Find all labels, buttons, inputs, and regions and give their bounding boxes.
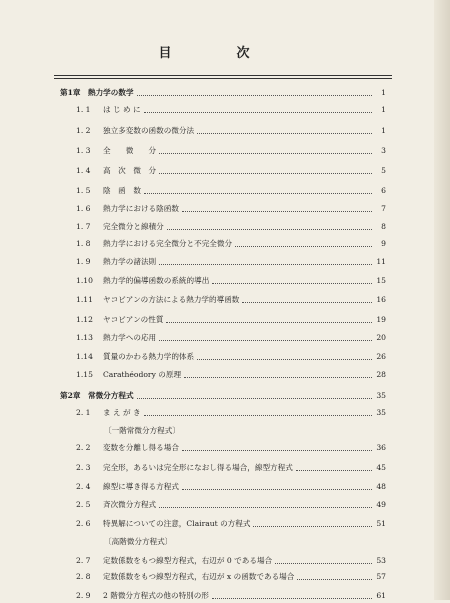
entry-number: 1.14	[76, 352, 93, 361]
entry-title: 定数係数をもつ線型方程式，右辺が x の函数である場合	[103, 572, 295, 581]
entry-page: 35	[376, 408, 386, 417]
entry-title: ヤコビアンの方法による熱力学的導函数	[103, 295, 240, 304]
entry-number: 第1章	[60, 88, 81, 97]
dot-leader	[197, 133, 372, 135]
toc-entry	[0, 237, 400, 251]
dot-leader	[167, 229, 372, 231]
toc-entry	[0, 184, 400, 198]
entry-title: 変数を分離し得る場合	[103, 443, 179, 452]
entry-page: 11	[376, 257, 386, 266]
dot-leader	[166, 322, 372, 324]
entry-page: 19	[376, 315, 386, 324]
entry-page: 5	[381, 166, 386, 175]
dot-leader	[159, 340, 372, 342]
entry-page: 35	[376, 391, 386, 400]
dot-leader	[253, 526, 372, 528]
entry-page: 53	[376, 556, 386, 565]
entry-number: 1.11	[76, 295, 93, 304]
dot-leader	[197, 359, 372, 361]
toc-entry	[0, 164, 400, 178]
entry-title: 完全形，あるいは完全形になおし得る場合，線型方程式	[103, 463, 293, 472]
toc-entry	[0, 331, 400, 345]
entry-title: 陰 函 数	[103, 186, 141, 195]
entry-title: 熱力学における完全微分と不完全微分	[103, 239, 233, 248]
entry-number: 1. 2	[76, 126, 91, 135]
entry-title: 常微分方程式	[88, 391, 134, 400]
entry-number: 2. 5	[76, 500, 91, 509]
entry-title: 定数係数をもつ線型方程式，右辺が 0 である場合	[103, 556, 273, 565]
toc-entry	[0, 441, 400, 455]
toc-entry	[0, 498, 400, 512]
entry-number: 1. 8	[76, 239, 91, 248]
entry-number: 1.10	[76, 276, 93, 285]
entry-number: 1. 9	[76, 257, 91, 266]
dot-leader	[144, 415, 372, 417]
entry-title: 熱力学の数学	[88, 88, 134, 97]
entry-page: 61	[376, 591, 386, 600]
toc-entry	[0, 255, 400, 269]
dot-leader	[144, 193, 372, 195]
toc-entry	[0, 517, 400, 531]
title-rule-bottom	[54, 78, 392, 79]
entry-title: 2 階微分方程式の他の特別の形	[103, 591, 209, 600]
entry-title: 特異解についての注意，Clairaut の方程式	[103, 519, 251, 528]
dot-leader	[182, 450, 372, 452]
entry-title: 熱力学的偏導函数の系統的導出	[103, 276, 210, 285]
entry-number: 第2章	[60, 391, 81, 400]
entry-number: 1. 6	[76, 204, 91, 213]
toc-entry	[0, 461, 400, 475]
toc-chapter	[0, 389, 400, 403]
toc-entry	[0, 103, 400, 117]
entry-number: 2. 8	[76, 572, 91, 581]
dot-leader	[159, 264, 372, 266]
entry-number: 1. 3	[76, 146, 91, 155]
toc-entry	[0, 124, 400, 138]
toc-entry	[0, 570, 400, 584]
entry-title: 熱力学における陰函数	[103, 204, 179, 213]
title-rule-top	[54, 75, 392, 76]
dot-leader	[182, 489, 372, 491]
entry-number: 2. 3	[76, 463, 91, 472]
entry-page: 28	[376, 370, 386, 379]
dot-leader	[184, 377, 372, 379]
entry-number: 2. 4	[76, 482, 91, 491]
entry-number: 2. 7	[76, 556, 91, 565]
entry-page: 45	[376, 463, 386, 472]
dot-leader	[296, 470, 372, 472]
entry-title: 高 次 微 分	[103, 166, 157, 175]
section-subheading: 〔高階微分方程式〕	[104, 537, 173, 546]
entry-page: 16	[376, 295, 386, 304]
page-title: 目 次	[158, 46, 276, 61]
entry-number: 1.13	[76, 333, 93, 342]
dot-leader	[182, 211, 372, 213]
entry-number: 1.15	[76, 370, 93, 379]
entry-page: 1	[381, 105, 386, 114]
entry-title: ヤコビアンの性質	[103, 315, 164, 324]
entry-number: 1.12	[76, 315, 93, 324]
toc-entry	[0, 274, 400, 288]
entry-title: 全 微 分	[103, 146, 157, 155]
toc-entry	[0, 406, 400, 420]
entry-page: 1	[381, 88, 386, 97]
toc-chapter	[0, 86, 400, 100]
entry-title: 質量のかわる熱力学的体系	[103, 352, 195, 361]
dot-leader	[235, 246, 372, 248]
entry-title: 熱力学への応用	[103, 333, 157, 342]
entry-number: 2. 9	[76, 591, 91, 600]
entry-page: 15	[376, 276, 386, 285]
toc-entry	[0, 220, 400, 234]
dot-leader	[159, 173, 372, 175]
dot-leader	[242, 302, 372, 304]
toc-entry	[0, 350, 400, 364]
entry-page: 6	[381, 186, 386, 195]
dot-leader	[212, 283, 372, 285]
entry-page: 7	[381, 204, 386, 213]
toc-entry	[0, 589, 400, 603]
entry-page: 48	[376, 482, 386, 491]
toc-entry	[0, 368, 400, 382]
dot-leader	[159, 507, 372, 509]
dot-leader	[137, 95, 372, 97]
entry-number: 2. 1	[76, 408, 91, 417]
entry-title: 線型に導き得る方程式	[103, 482, 179, 491]
entry-page: 49	[376, 500, 386, 509]
entry-title: ま え が き	[103, 408, 141, 417]
entry-page: 1	[381, 126, 386, 135]
entry-page: 8	[381, 222, 386, 231]
entry-number: 2. 6	[76, 519, 91, 528]
entry-title: 斉次微分方程式	[103, 500, 157, 509]
entry-title: 熱力学の諸法則	[103, 257, 157, 266]
entry-title: 独立多変数の函数の微分法	[103, 126, 195, 135]
toc-entry	[0, 144, 400, 158]
dot-leader	[275, 563, 372, 565]
entry-title: 完全微分と線積分	[103, 222, 164, 231]
entry-number: 1. 4	[76, 166, 91, 175]
toc-entry	[0, 480, 400, 494]
entry-page: 57	[376, 572, 386, 581]
dot-leader	[144, 112, 372, 114]
entry-number: 2. 2	[76, 443, 91, 452]
entry-page: 3	[381, 146, 386, 155]
toc-entry	[0, 313, 400, 327]
entry-number: 1. 7	[76, 222, 91, 231]
page-edge	[434, 0, 450, 600]
toc-entry	[0, 202, 400, 216]
entry-page: 9	[381, 239, 386, 248]
toc-entry	[0, 293, 400, 307]
dot-leader	[159, 153, 372, 155]
toc-entry	[0, 554, 400, 568]
entry-number: 1. 5	[76, 186, 91, 195]
entry-page: 26	[376, 352, 386, 361]
dot-leader	[137, 398, 372, 400]
entry-page: 51	[376, 519, 386, 528]
entry-title: Carathéodory の原理	[103, 370, 182, 379]
section-subheading: 〔一階常微分方程式〕	[104, 426, 180, 435]
entry-page: 36	[376, 443, 386, 452]
entry-title: は じ め に	[103, 105, 141, 114]
entry-page: 20	[376, 333, 386, 342]
entry-number: 1. 1	[76, 105, 91, 114]
dot-leader	[297, 579, 372, 581]
